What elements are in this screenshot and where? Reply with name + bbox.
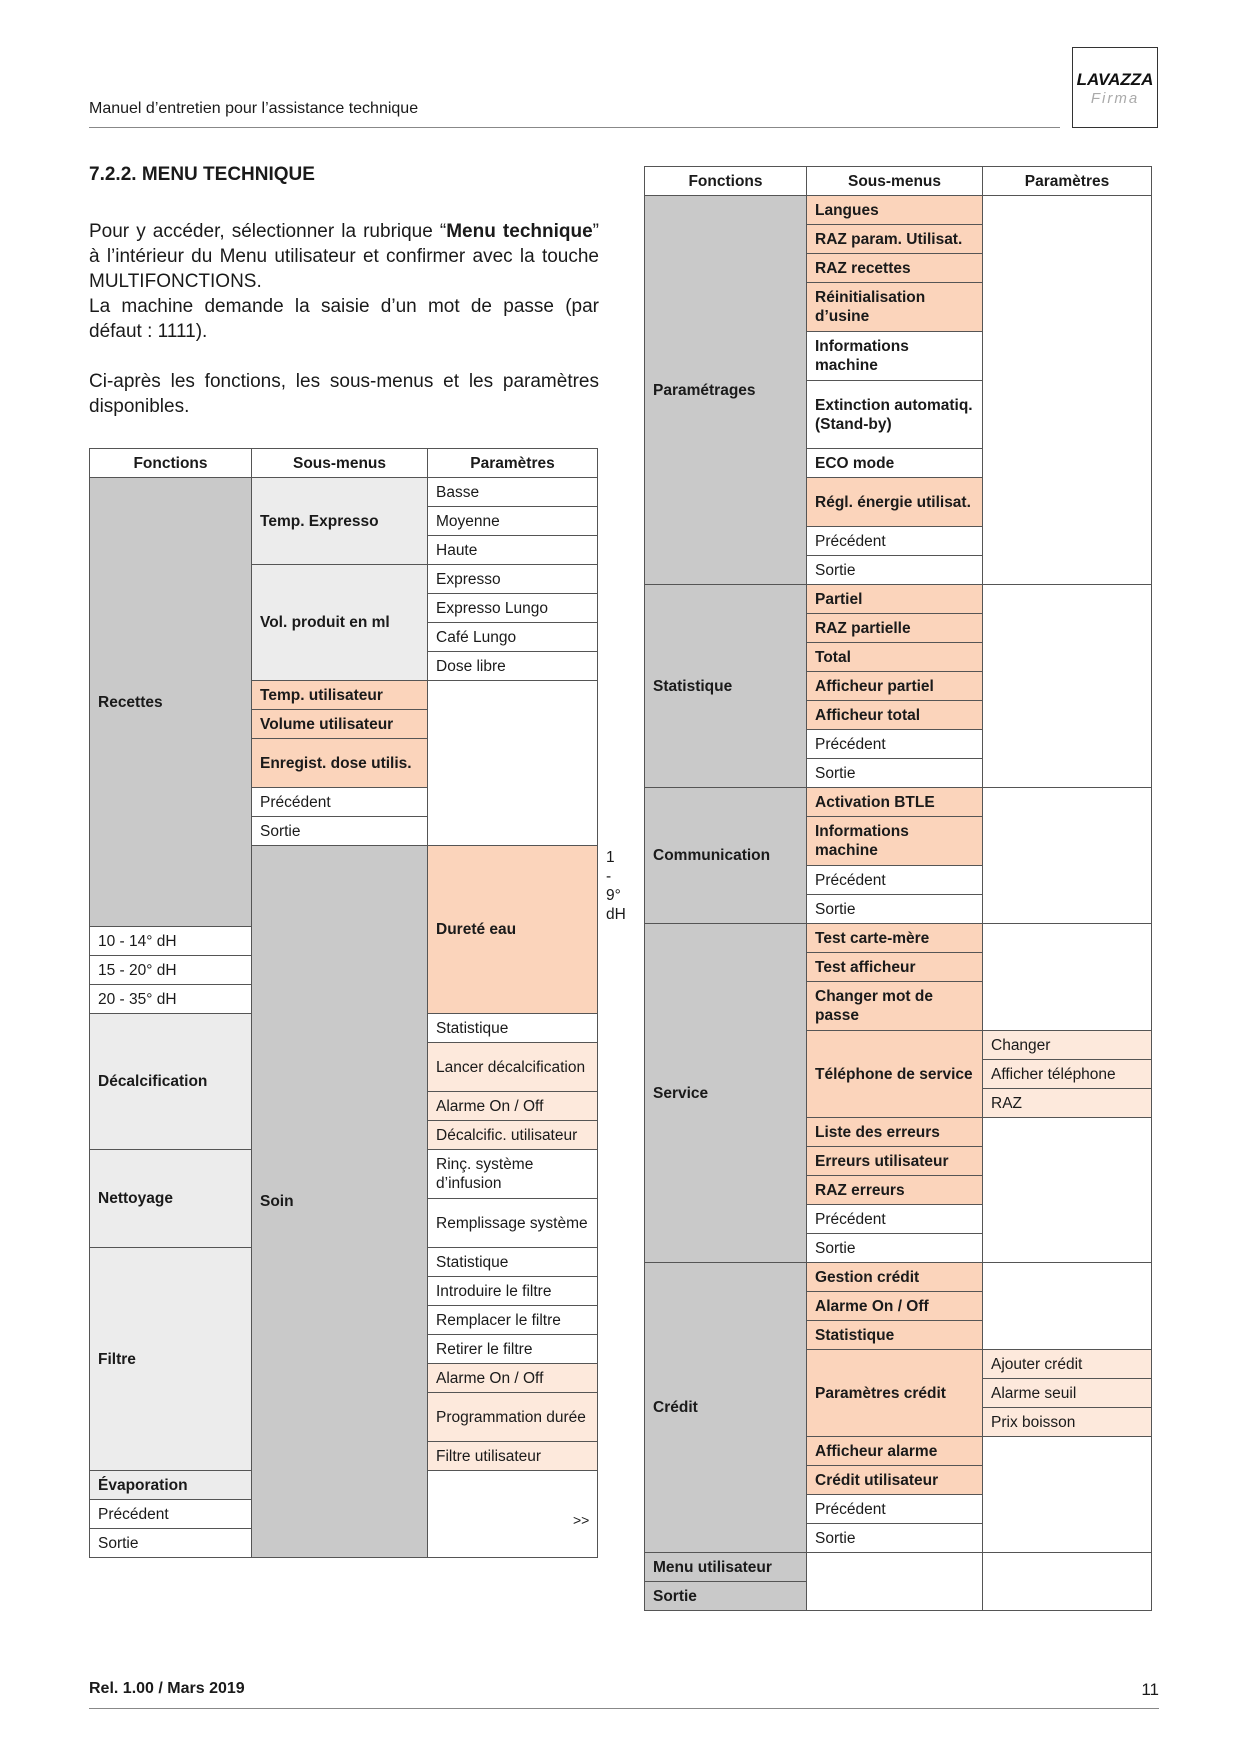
submenu-item: Statistique (807, 1321, 983, 1350)
table-header-row (645, 167, 1152, 196)
submenu-item: Test afficheur (807, 953, 983, 982)
submenu-volume-utilisateur: Volume utilisateur (252, 710, 428, 739)
submenu-evaporation: Évaporation (90, 1471, 252, 1500)
param-cell: Haute (428, 536, 598, 565)
intro-paragraph-1: Pour y accéder, sélectionner la rubrique “Menu technique” à l’intérieur du Menu utilisateur et confirmer avec la touche MULTIFONCTIONS. La machine demande la saisie d’un mot de passe (par défaut : 1111). (89, 221, 599, 342)
param-cell: Dose libre (428, 652, 598, 681)
param-cell: 10 - 14° dH (90, 927, 252, 956)
submenu-nettoyage: Nettoyage (90, 1150, 252, 1248)
continued-marker: >> (573, 1512, 590, 1528)
submenu-item: Activation BTLE (807, 788, 983, 817)
submenu-item: Gestion crédit (807, 1263, 983, 1292)
param-cell: Décalcific. utilisateur (428, 1121, 598, 1150)
submenu-durete-eau: Dureté eau (428, 846, 598, 1014)
submenu-item: Alarme On / Off (807, 1292, 983, 1321)
param-cell: Basse (428, 478, 598, 507)
submenu-precedent: Précédent (252, 788, 428, 817)
right-menu-table (644, 166, 1152, 1611)
function-recettes: Recettes (90, 478, 252, 927)
submenu-item: Erreurs utilisateur (807, 1147, 983, 1176)
intro-paragraph-2: Ci-après les fonctions, les sous-menus et les paramètres disponibles. (89, 371, 599, 417)
submenu-precedent: Précédent (807, 1495, 983, 1524)
param-empty (983, 788, 1152, 924)
header-divider (89, 127, 1060, 128)
param-cell: 15 - 20° dH (90, 956, 252, 985)
submenu-precedent: Précédent (807, 730, 983, 759)
section-title: 7.2.2. MENU TECHNIQUE (89, 164, 315, 185)
param-empty (428, 681, 598, 846)
param-empty (983, 1118, 1152, 1263)
submenu-telephone-service: Téléphone de service (807, 1031, 983, 1118)
function-menu-utilisateur: Menu utilisateur (645, 1553, 807, 1582)
param-cell: Alarme On / Off (428, 1092, 598, 1121)
param-cell: Statistique (428, 1248, 598, 1277)
function-sortie: Sortie (645, 1582, 807, 1611)
param-cell: Alarme seuil (983, 1379, 1152, 1408)
submenu-sortie: Sortie (807, 556, 983, 585)
param-cell: Expresso Lungo (428, 594, 598, 623)
submenu-item: Extinction automatiq. (Stand-by) (807, 381, 983, 449)
param-cell: 20 - 35° dH (90, 985, 252, 1014)
param-cell: Remplissage système (428, 1199, 598, 1248)
param-cell: Lancer décalcification (428, 1043, 598, 1092)
param-cell: Moyenne (428, 507, 598, 536)
submenu-precedent: Précédent (807, 866, 983, 895)
submenu-sortie: Sortie (252, 817, 428, 846)
param-cell: Changer (983, 1031, 1152, 1060)
submenu-filtre: Filtre (90, 1248, 252, 1471)
submenu-precedent: Précédent (807, 527, 983, 556)
function-service: Service (645, 924, 807, 1263)
submenu-item: RAZ partielle (807, 614, 983, 643)
submenu-sortie: Sortie (90, 1529, 252, 1558)
submenu-item: RAZ param. Utilisat. (807, 225, 983, 254)
header-parametres: Paramètres (983, 167, 1152, 196)
submenu-item: Informations machine (807, 332, 983, 381)
param-cell: Afficher téléphone (983, 1060, 1152, 1089)
manual-title: Manuel d’entretien pour l’assistance technique (89, 100, 419, 117)
menu-technique-emphasis: Menu technique (446, 221, 593, 242)
submenu-item: Total (807, 643, 983, 672)
param-cell: Introduire le filtre (428, 1277, 598, 1306)
submenu-vol-produit: Vol. produit en ml (252, 565, 428, 681)
left-menu-table: Fonctions Sous-menus Paramètres Recettes Temp. Expresso Basse Moyenne Haute Vol. produit en ml Expresso Expresso Lungo Café Lungo Dose libre Temp. utilisateur Volume utilisateur Enregist. dose utilis. Précédent Sortie Soin Dureté eau 1 - 9° dH 10 - 14° dH 15 - 20° dH 20 - 35° dH Décalcification Statistique Lancer décalcification Alarme On / Off Décalcific. utilisateur Nettoyage Rinç. système d’infusion Remplissage système Filtre Statistique Introduire le filtre Remplacer le filtre Retirer le filtre Alarme On / Off Programmation durée Filtre utilisateur Évaporation Précédent Sortie (89, 448, 598, 1558)
param-cell: Remplacer le filtre (428, 1306, 598, 1335)
table-header-row (90, 449, 598, 478)
header-sous-menus: Sous-menus (807, 167, 983, 196)
param-cell: Expresso (428, 565, 598, 594)
submenu-item: Réinitialisation d’usine (807, 283, 983, 332)
param-empty (983, 585, 1152, 788)
param-empty (428, 1471, 598, 1558)
param-empty (983, 924, 1152, 1031)
param-cell: Prix boisson (983, 1408, 1152, 1437)
submenu-item: Afficheur alarme (807, 1437, 983, 1466)
header-parametres: Paramètres (428, 449, 598, 478)
param-cell: Statistique (428, 1014, 598, 1043)
submenu-precedent: Précédent (90, 1500, 252, 1529)
submenu-item: Changer mot de passe (807, 982, 983, 1031)
submenu-temp-expresso: Temp. Expresso (252, 478, 428, 565)
function-soin: Soin (252, 846, 428, 1558)
submenu-item: Afficheur total (807, 701, 983, 730)
header-sous-menus: Sous-menus (252, 449, 428, 478)
header-fonctions: Fonctions (645, 167, 807, 196)
submenu-item: RAZ erreurs (807, 1176, 983, 1205)
function-communication: Communication (645, 788, 807, 924)
param-cell: RAZ (983, 1089, 1152, 1118)
submenu-item: Régl. énergie utilisat. (807, 478, 983, 527)
function-statistique: Statistique (645, 585, 807, 788)
submenu-sortie: Sortie (807, 895, 983, 924)
param-cell: Ajouter crédit (983, 1350, 1152, 1379)
param-cell: Retirer le filtre (428, 1335, 598, 1364)
param-empty (983, 1437, 1152, 1553)
submenu-item: ECO mode (807, 449, 983, 478)
param-cell: Filtre utilisateur (428, 1442, 598, 1471)
submenu-item: Crédit utilisateur (807, 1466, 983, 1495)
submenu-item: Test carte-mère (807, 924, 983, 953)
logo-sub: Firma (1090, 90, 1140, 107)
submenu-sortie: Sortie (807, 1234, 983, 1263)
lavazza-logo (1072, 47, 1158, 128)
submenu-sortie: Sortie (807, 759, 983, 788)
submenu-parametres-credit: Paramètres crédit (807, 1350, 983, 1437)
submenu-enregist-dose: Enregist. dose utilis. (252, 739, 428, 788)
submenu-decalcification: Décalcification (90, 1014, 252, 1150)
submenu-precedent: Précédent (807, 1205, 983, 1234)
page-number: 11 (1141, 1680, 1159, 1699)
logo-brand: LAVAZZA (1076, 70, 1154, 89)
param-empty (983, 1553, 1152, 1611)
param-empty (983, 196, 1152, 585)
submenu-sortie: Sortie (807, 1524, 983, 1553)
footer-divider (89, 1708, 1159, 1709)
param-empty (983, 1263, 1152, 1350)
submenu-temp-utilisateur: Temp. utilisateur (252, 681, 428, 710)
param-cell: Programmation durée (428, 1393, 598, 1442)
release-info: Rel. 1.00 / Mars 2019 (89, 1680, 245, 1697)
submenu-item: Informations machine (807, 817, 983, 866)
function-parametrages: Paramétrages (645, 196, 807, 585)
param-cell: Café Lungo (428, 623, 598, 652)
param-cell: Rinç. système d’infusion (428, 1150, 598, 1199)
submenu-item: RAZ recettes (807, 254, 983, 283)
param-cell: Alarme On / Off (428, 1364, 598, 1393)
submenu-item: Langues (807, 196, 983, 225)
submenu-item: Afficheur partiel (807, 672, 983, 701)
submenu-item: Partiel (807, 585, 983, 614)
submenu-empty (807, 1553, 983, 1611)
header-fonctions: Fonctions (90, 449, 252, 478)
intro-text (89, 219, 599, 419)
submenu-item: Liste des erreurs (807, 1118, 983, 1147)
function-credit: Crédit (645, 1263, 807, 1553)
